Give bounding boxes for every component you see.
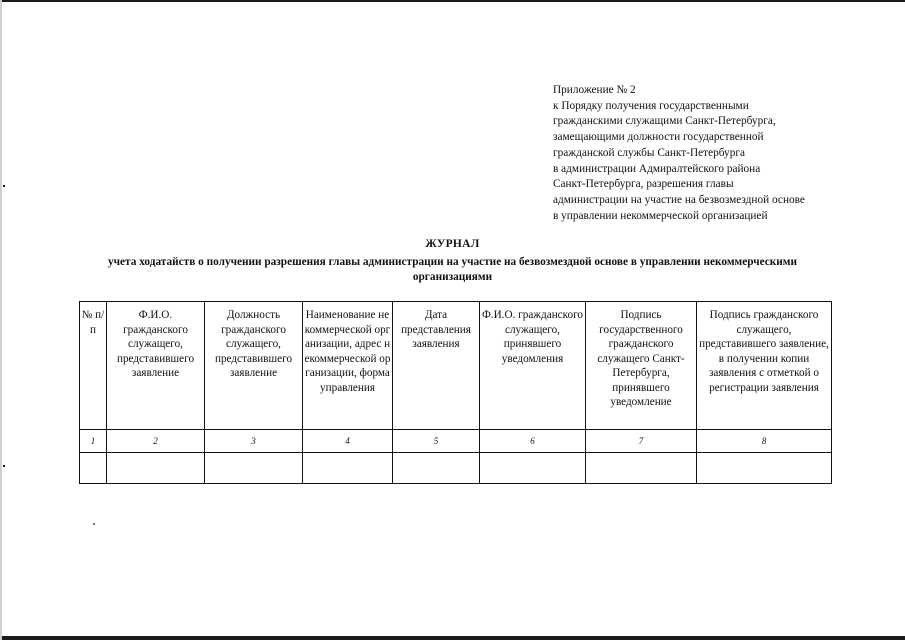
column-number: 7 [586,430,697,453]
column-number: 5 [393,430,480,453]
appendix-line: Приложение № 2 [553,84,636,96]
column-header-fio-receiver [480,302,586,430]
scan-edge-top [0,0,905,2]
journal-subtitle: учета ходатайств о получении разрешения главы администрации на участие на безвозмездной основе в управлении некоммерческими организациями [108,256,797,283]
header-label: Должность гражданского служащего, представившего заявление [214,309,293,379]
column-header-signature-receiver [586,302,697,430]
appendix-line: гражданской службы Санкт-Петербурга [553,146,745,159]
header-label: Подпись гражданского служащего, представившего заявление, в получении копии заявления с отметкой о регистрации заявления [699,309,829,394]
appendix-line: администрации на участие на безвозмездной основе [553,193,805,206]
column-number: 3 [205,430,303,453]
appendix-line: в управлении некоммерческой организацией [553,209,768,222]
column-header-date [393,302,480,430]
column-header-signature-submitter [697,302,832,430]
column-header-position [205,302,303,430]
appendix-line: в администрации Адмиралтейского района [553,162,761,175]
table-cell [107,453,205,484]
table-cell [303,453,393,484]
table-row [80,453,832,484]
column-number: 8 [697,430,832,453]
table-cell [586,453,697,484]
table-cell [697,453,832,484]
appendix-line: Санкт-Петербурга, разрешения главы [553,178,734,191]
journal-title: ЖУРНАЛ [425,238,480,250]
column-header-number [80,302,107,430]
table-cell [480,453,586,484]
column-number: 1 [80,430,107,453]
header-label: Ф.И.О. гражданского служащего, представившего заявление [116,309,195,379]
column-number: 4 [303,430,393,453]
header-label: Дата представления заявления [401,309,471,350]
header-label: № п/п [81,309,105,336]
column-header-organization [303,302,393,430]
header-label: Наименование некоммерческой организации, адрес некоммерческой организации, форма управления [304,309,391,394]
table-cell [393,453,480,484]
appendix-line: гражданскими служащими Санкт-Петербурга, [553,115,776,128]
scan-dot [3,185,5,187]
appendix-block [553,83,843,224]
table-cell [205,453,303,484]
journal-table [79,301,832,484]
column-header-fio-submitter [107,302,205,430]
table-cell [80,453,107,484]
header-label: Подпись государственного гражданского служащего Санкт-Петербурга, принявшего уведомление [597,309,685,408]
header-row [80,302,832,430]
column-number: 2 [107,430,205,453]
scan-edge-bottom [0,636,905,640]
column-number: 6 [480,430,586,453]
scan-dot [93,523,95,525]
scan-dot [3,465,5,467]
scan-edge-left [0,0,2,640]
appendix-line: к Порядку получения государственными [553,99,749,112]
appendix-line: замещающими должности государственной [553,131,764,144]
column-number-row [80,430,832,453]
header-label: Ф.И.О. гражданского служащего, принявшего уведомления [481,309,584,365]
